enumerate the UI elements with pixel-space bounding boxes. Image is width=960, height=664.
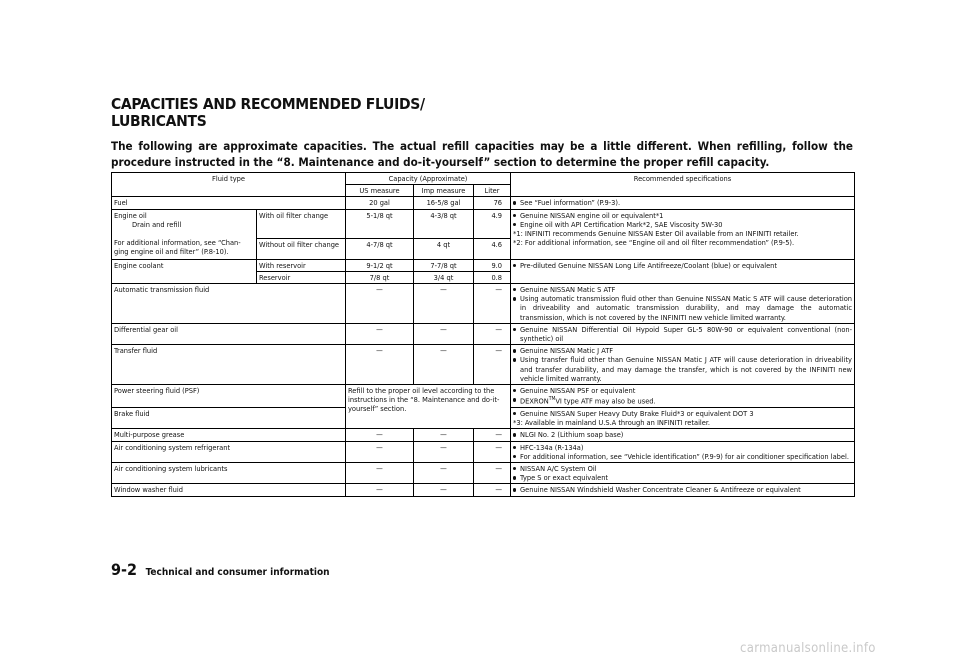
- header-fluid-type: Fluid type: [112, 173, 346, 197]
- liter-value: —: [474, 345, 511, 385]
- us-value: —: [346, 429, 414, 441]
- liter-value: 9.0: [474, 259, 511, 271]
- table-row-transfer: [112, 345, 855, 385]
- header-capacity: Capacity (Approximate): [346, 173, 511, 185]
- us-value: —: [346, 484, 414, 496]
- us-value: —: [346, 345, 414, 385]
- spec-bullet: Genuine NISSAN Super Heavy Duty Brake Fluid*3 or equivalent DOT 3: [513, 409, 852, 418]
- fluid-name: Window washer fluid: [112, 484, 346, 496]
- title-line-1: CAPACITIES AND RECOMMENDED FLUIDS/: [111, 95, 425, 113]
- imp-value: —: [414, 345, 474, 385]
- table-row-engine-oil: [112, 209, 855, 238]
- us-value: 7/8 qt: [346, 271, 414, 283]
- imp-value: —: [414, 484, 474, 496]
- spec-bullet: Pre-diluted Genuine NISSAN Long Life Antifreeze/Coolant (blue) or equivalent: [513, 261, 852, 270]
- liter-value: 4.9: [474, 209, 511, 238]
- fluid-name: Differential gear oil: [112, 323, 346, 344]
- spec-bullet: Genuine NISSAN Matic S ATF: [513, 285, 852, 294]
- spec-bullet: Genuine NISSAN Differential Oil Hypoid Super GL-5 80W-90 or equivalent conventional (non-synthetic) oil: [513, 325, 852, 343]
- engine-oil-note: For additional information, see “Chan-ging engine oil and filter” (P.8-10).: [114, 238, 241, 257]
- us-value: —: [346, 441, 414, 462]
- spec-bullet: Using automatic transmission fluid other than Genuine NISSAN Matic S ATF will cause deterioration in driveability and automatic transmission durability, and may damage the automatic transmission, which is not covered by the INFINITI new vehicle limited warranty.: [513, 294, 852, 322]
- section-title: Technical and consumer information: [145, 567, 330, 578]
- imp-value: —: [414, 284, 474, 324]
- spec-bullet: Genuine NISSAN engine oil or equivalent*1: [513, 211, 852, 220]
- spec-cell: [511, 323, 855, 344]
- spec-cell: [511, 462, 855, 483]
- liter-value: 0.8: [474, 271, 511, 283]
- fluid-name: Automatic transmission fluid: [112, 284, 346, 324]
- capacities-table: [111, 172, 855, 497]
- spec-cell: [511, 484, 855, 496]
- liter-value: 76: [474, 197, 511, 209]
- spec-cell: [511, 197, 855, 209]
- spec-cell: [511, 259, 855, 283]
- header-imp: Imp measure: [414, 185, 474, 197]
- spec-bullet: HFC-134a (R-134a): [513, 443, 852, 452]
- us-value: —: [346, 462, 414, 483]
- imp-value: —: [414, 429, 474, 441]
- engine-oil-cell: [112, 209, 257, 259]
- engine-oil-sub: Drain and refill: [132, 219, 182, 229]
- fluid-name: Transfer fluid: [112, 345, 346, 385]
- title-line-2: LUBRICANTS: [111, 112, 207, 130]
- spec-bullet: [513, 395, 852, 406]
- dexron-rest: VI type ATF may also be used.: [555, 396, 656, 406]
- fluid-name: Engine oil: [114, 210, 147, 220]
- spec-bullet: Genuine NISSAN PSF or equivalent: [513, 386, 852, 395]
- liter-value: —: [474, 284, 511, 324]
- spec-bullet: Engine oil with API Certification Mark*2, SAE Viscosity 5W-30: [513, 220, 852, 229]
- spec-cell: [511, 284, 855, 324]
- imp-value: 16-5/8 gal: [414, 197, 474, 209]
- us-value: —: [346, 284, 414, 324]
- spec-cell: [511, 385, 855, 408]
- page-footer: [111, 560, 330, 579]
- spec-bullet: NISSAN A/C System Oil: [513, 464, 852, 473]
- liter-value: —: [474, 484, 511, 496]
- spec-cell: [511, 209, 855, 259]
- spec-cell: [511, 441, 855, 462]
- table-header-row: [112, 173, 855, 185]
- table-row-differential: [112, 323, 855, 344]
- dexron-text: DEXRON: [520, 396, 549, 406]
- intro-paragraph: The following are approximate capacities. The actual refill capacities may be a little different. When refilling, follow the procedure instructed in the “8. Maintenance and do-it-yourself” section to determine the proper refill capacity.: [111, 139, 853, 169]
- table-row-grease: [112, 429, 855, 441]
- liter-value: —: [474, 323, 511, 344]
- spec-cell: [511, 407, 855, 428]
- trademark: TM: [548, 396, 556, 403]
- spec-bullet: Genuine NISSAN Windshield Washer Concentrate Cleaner & Antifreeze or equivalent: [513, 485, 852, 494]
- us-value: 9-1/2 qt: [346, 259, 414, 271]
- spec-cell: [511, 429, 855, 441]
- spec-bullet: Using transfer fluid other than Genuine NISSAN Matic J ATF will cause deterioration in driveability and transfer durability, and may damage the transfer, which is not covered by the INFINITI new vehicle limited warranty.: [513, 355, 852, 383]
- liter-value: —: [474, 441, 511, 462]
- table-row-washer: [112, 484, 855, 496]
- table-row-fuel: [112, 197, 855, 209]
- fluid-name: Fuel: [112, 197, 346, 209]
- liter-value: —: [474, 429, 511, 441]
- table-row-ac-lubricants: [112, 462, 855, 483]
- us-value: —: [346, 323, 414, 344]
- condition-label: Reservoir: [257, 271, 346, 283]
- page-title: [111, 96, 425, 130]
- imp-value: 4-3/8 qt: [414, 209, 474, 238]
- spec-bullet: NLGI No. 2 (Lithium soap base): [513, 430, 852, 439]
- us-value: 20 gal: [346, 197, 414, 209]
- table-row-coolant: [112, 259, 855, 271]
- condition-label: With reservoir: [257, 259, 346, 271]
- fluid-name: Air conditioning system refrigerant: [112, 441, 346, 462]
- table-row-ac-refrigerant: [112, 441, 855, 462]
- fluid-name: Multi-purpose grease: [112, 429, 346, 441]
- header-us: US measure: [346, 185, 414, 197]
- fluid-name: Air conditioning system lubricants: [112, 462, 346, 483]
- liter-value: 4.6: [474, 238, 511, 259]
- spec-bullet: Type S or exact equivalent: [513, 473, 852, 482]
- spec-bullet: Genuine NISSAN Matic J ATF: [513, 346, 852, 355]
- table-row-atf: [112, 284, 855, 324]
- liter-value: —: [474, 462, 511, 483]
- spec-cell: [511, 345, 855, 385]
- imp-value: 3/4 qt: [414, 271, 474, 283]
- condition-label: Without oil filter change: [257, 238, 346, 259]
- fluid-name: Engine coolant: [112, 259, 257, 283]
- table-row-psf: [112, 385, 855, 408]
- imp-value: 7-7/8 qt: [414, 259, 474, 271]
- fluid-name: Power steering fluid (PSF): [112, 385, 346, 408]
- spec-bullet: For additional information, see “Vehicle identification” (P.9-9) for air conditioner specification label.: [513, 452, 852, 461]
- imp-value: 4 qt: [414, 238, 474, 259]
- fluid-name: Brake fluid: [112, 407, 346, 428]
- us-value: 5-1/8 qt: [346, 209, 414, 238]
- watermark: carmanualsonline.info: [740, 641, 876, 656]
- spec-note: *3: Available in mainland U.S.A through an INFINITI retailer.: [513, 418, 711, 428]
- imp-value: —: [414, 462, 474, 483]
- imp-value: —: [414, 323, 474, 344]
- header-specs: Recommended specifications: [511, 173, 855, 197]
- spec-note: *1: INFINITI recommends Genuine NISSAN Ester Oil available from an INFINITI retailer.: [513, 229, 799, 239]
- header-liter: Liter: [474, 185, 511, 197]
- spec-note: *2: For additional information, see “Engine oil and oil filter recommendation” (P.9-5).: [513, 238, 795, 248]
- condition-label: With oil filter change: [257, 209, 346, 238]
- page-number: 9-2: [111, 560, 138, 579]
- imp-value: —: [414, 441, 474, 462]
- psf-capacity-note: Refill to the proper oil level according to the instructions in the “8. Maintenance and do-it-yourself” section.: [346, 385, 511, 429]
- us-value: 4-7/8 qt: [346, 238, 414, 259]
- spec-bullet: See “Fuel information” (P.9-3).: [513, 198, 852, 207]
